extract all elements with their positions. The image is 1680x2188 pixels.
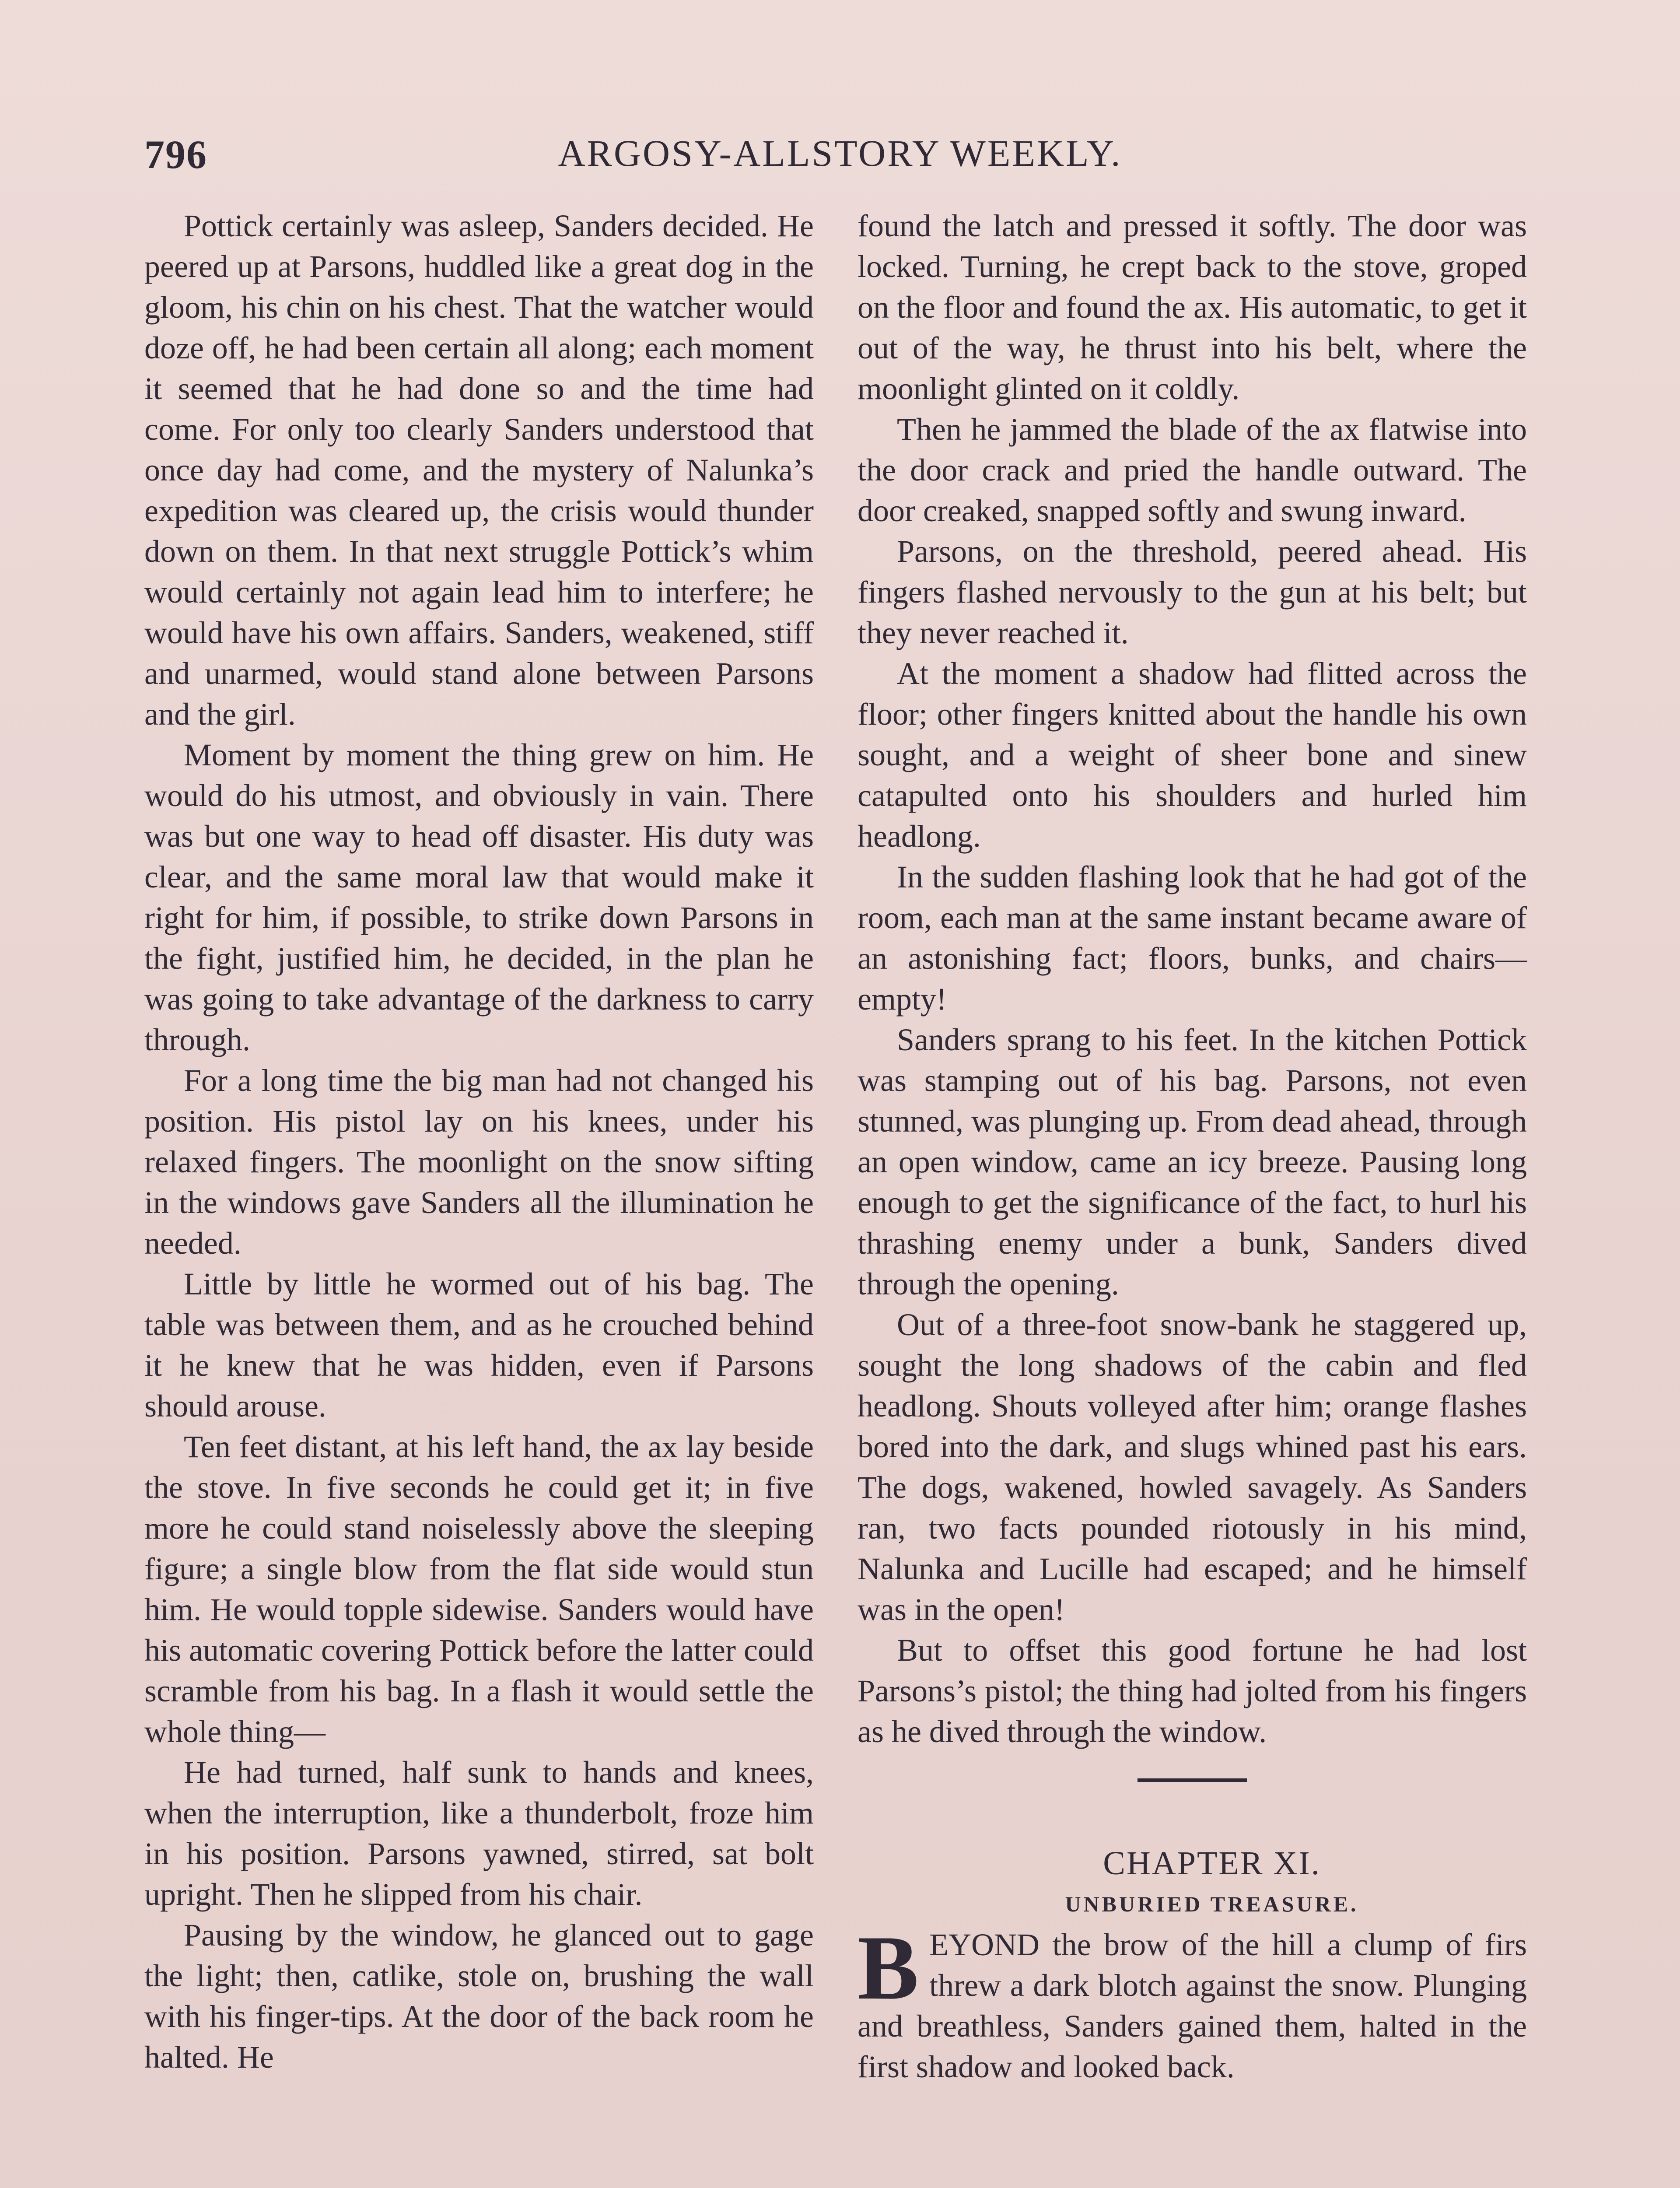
running-title: ARGOSY-ALLSTORY WEEKLY. <box>558 132 1122 174</box>
paragraph: Little by little he wormed out of his bag. The table was between them, and as he crouched behind it he knew that he was hidden, even if Parsons should arouse. <box>144 1266 814 1424</box>
paragraph: Parsons, on the threshold, peered ahead. His fingers flashed nervously to the gun at his belt; but they never reached it. <box>858 534 1527 650</box>
paragraph: At the moment a shadow had flitted across the floor; other fingers knitted about the handle his own sought, and a weight of sheer bone and sinew catapulted onto his shoulders and hurled him headlong. <box>858 656 1527 854</box>
paragraph: For a long time the big man had not changed his position. His pistol lay on his knees, under his relaxed fingers. The moonlight on the snow sifting in the windows gave Sanders all the illumination he needed. <box>144 1063 814 1261</box>
paragraph: Then he jammed the blade of the ax flatwise into the door crack and pried the handle outward. The door creaked, snapped softly and swung inward. <box>858 412 1527 528</box>
right-column <box>858 206 1527 2087</box>
chapter-opening-paragraph <box>858 1917 1527 2087</box>
paragraph: Out of a three-foot snow-bank he staggered up, sought the long shadows of the cabin and fled headlong. Shouts volleyed after him; orange flashes bored into the dark, and slugs whined past his ears. The dogs, wakened, howled savagely. As Sanders ran, two facts pounded riotously in his mind, Nalunka and Lucille had escaped; and he himself was in the open! <box>858 1307 1527 1627</box>
paragraph: Ten feet distant, at his left hand, the ax lay beside the stove. In five seconds he could get it; in five more he could stand noiselessly above the sleeping figure; a single blow from the flat side would stun him. He would topple sidewise. Sanders would have his automatic covering Pottick before the latter could scramble from his bag. In a flash it would settle the whole thing— <box>144 1429 814 1749</box>
drop-cap: B <box>858 1917 919 2019</box>
left-column <box>144 206 814 2078</box>
paragraph: He had turned, half sunk to hands and knees, when the interruption, like a thunderbolt, froze him in his position. Parsons yawned, stirred, sat bolt upright. Then he slipped from his chair. <box>144 1755 814 1912</box>
paragraph: But to offset this good fortune he had lost Parsons’s pistol; the thing had jolted from his fingers as he dived through the window. <box>858 1633 1527 1749</box>
chapter-heading: CHAPTER XI. <box>1103 1845 1321 1882</box>
paragraph: Moment by moment the thing grew on him. He would do his utmost, and obviously in vain. There was but one way to head off disaster. His duty was clear, and the same moral law that would make it right for him, if possible, to strike down Parsons in the fight, justified him, he decided, in the plan he was going to take advantage of the darkness to carry through. <box>144 737 814 1057</box>
paragraph: Sanders sprang to his feet. In the kitchen Pottick was stamping out of his bag. Parsons, not even stunned, was plunging up. From dead ahead, through an open window, came an icy breeze. Pausing long enough to get the significance of the fact, to hurl his thrashing enemy under a bunk, Sanders dived through the opening. <box>858 1022 1527 1301</box>
chapter-subtitle: UNBURIED TREASURE. <box>1065 1892 1359 1916</box>
paragraph: Pottick certainly was asleep, Sanders decided. He peered up at Parsons, huddled like a great dog in the gloom, his chin on his chest. That the watcher would doze off, he had been certain all along; each moment it seemed that he had done so and the time had come. For only too clearly Sanders understood that once day had come, and the mystery of Nalunka’s expedition was cleared up, the crisis would thunder down on them. In that next struggle Pottick’s whim would certainly not again lead him to interfere; he would have his own affairs. Sanders, weakened, stiff and unarmed, would stand alone between Parsons and the girl. <box>144 208 814 732</box>
page-header <box>144 131 1536 179</box>
section-divider <box>1138 1778 1247 1782</box>
chapter-opening-text: EYOND the brow of the hill a clump of firs threw a dark blotch against the snow. Plunging and breathless, Sanders gained them, halted in the first shadow and looked back. <box>858 1927 1527 2084</box>
paragraph: In the sudden flashing look that he had got of the room, each man at the same instant became aware of an astonishing fact; floors, bunks, and chairs—empty! <box>858 859 1527 1017</box>
paragraph: Pausing by the window, he glanced out to gage the light; then, catlike, stole on, brushing the wall with his finger-tips. At the door of the back room he halted. He <box>144 1918 814 2075</box>
paragraph: found the latch and pressed it softly. The door was locked. Turning, he crept back to the stove, groped on the floor and found the ax. His automatic, to get it out of the way, he thrust into his belt, where the moonlight glinted on it coldly. <box>858 208 1527 406</box>
page-number: 796 <box>144 132 207 177</box>
